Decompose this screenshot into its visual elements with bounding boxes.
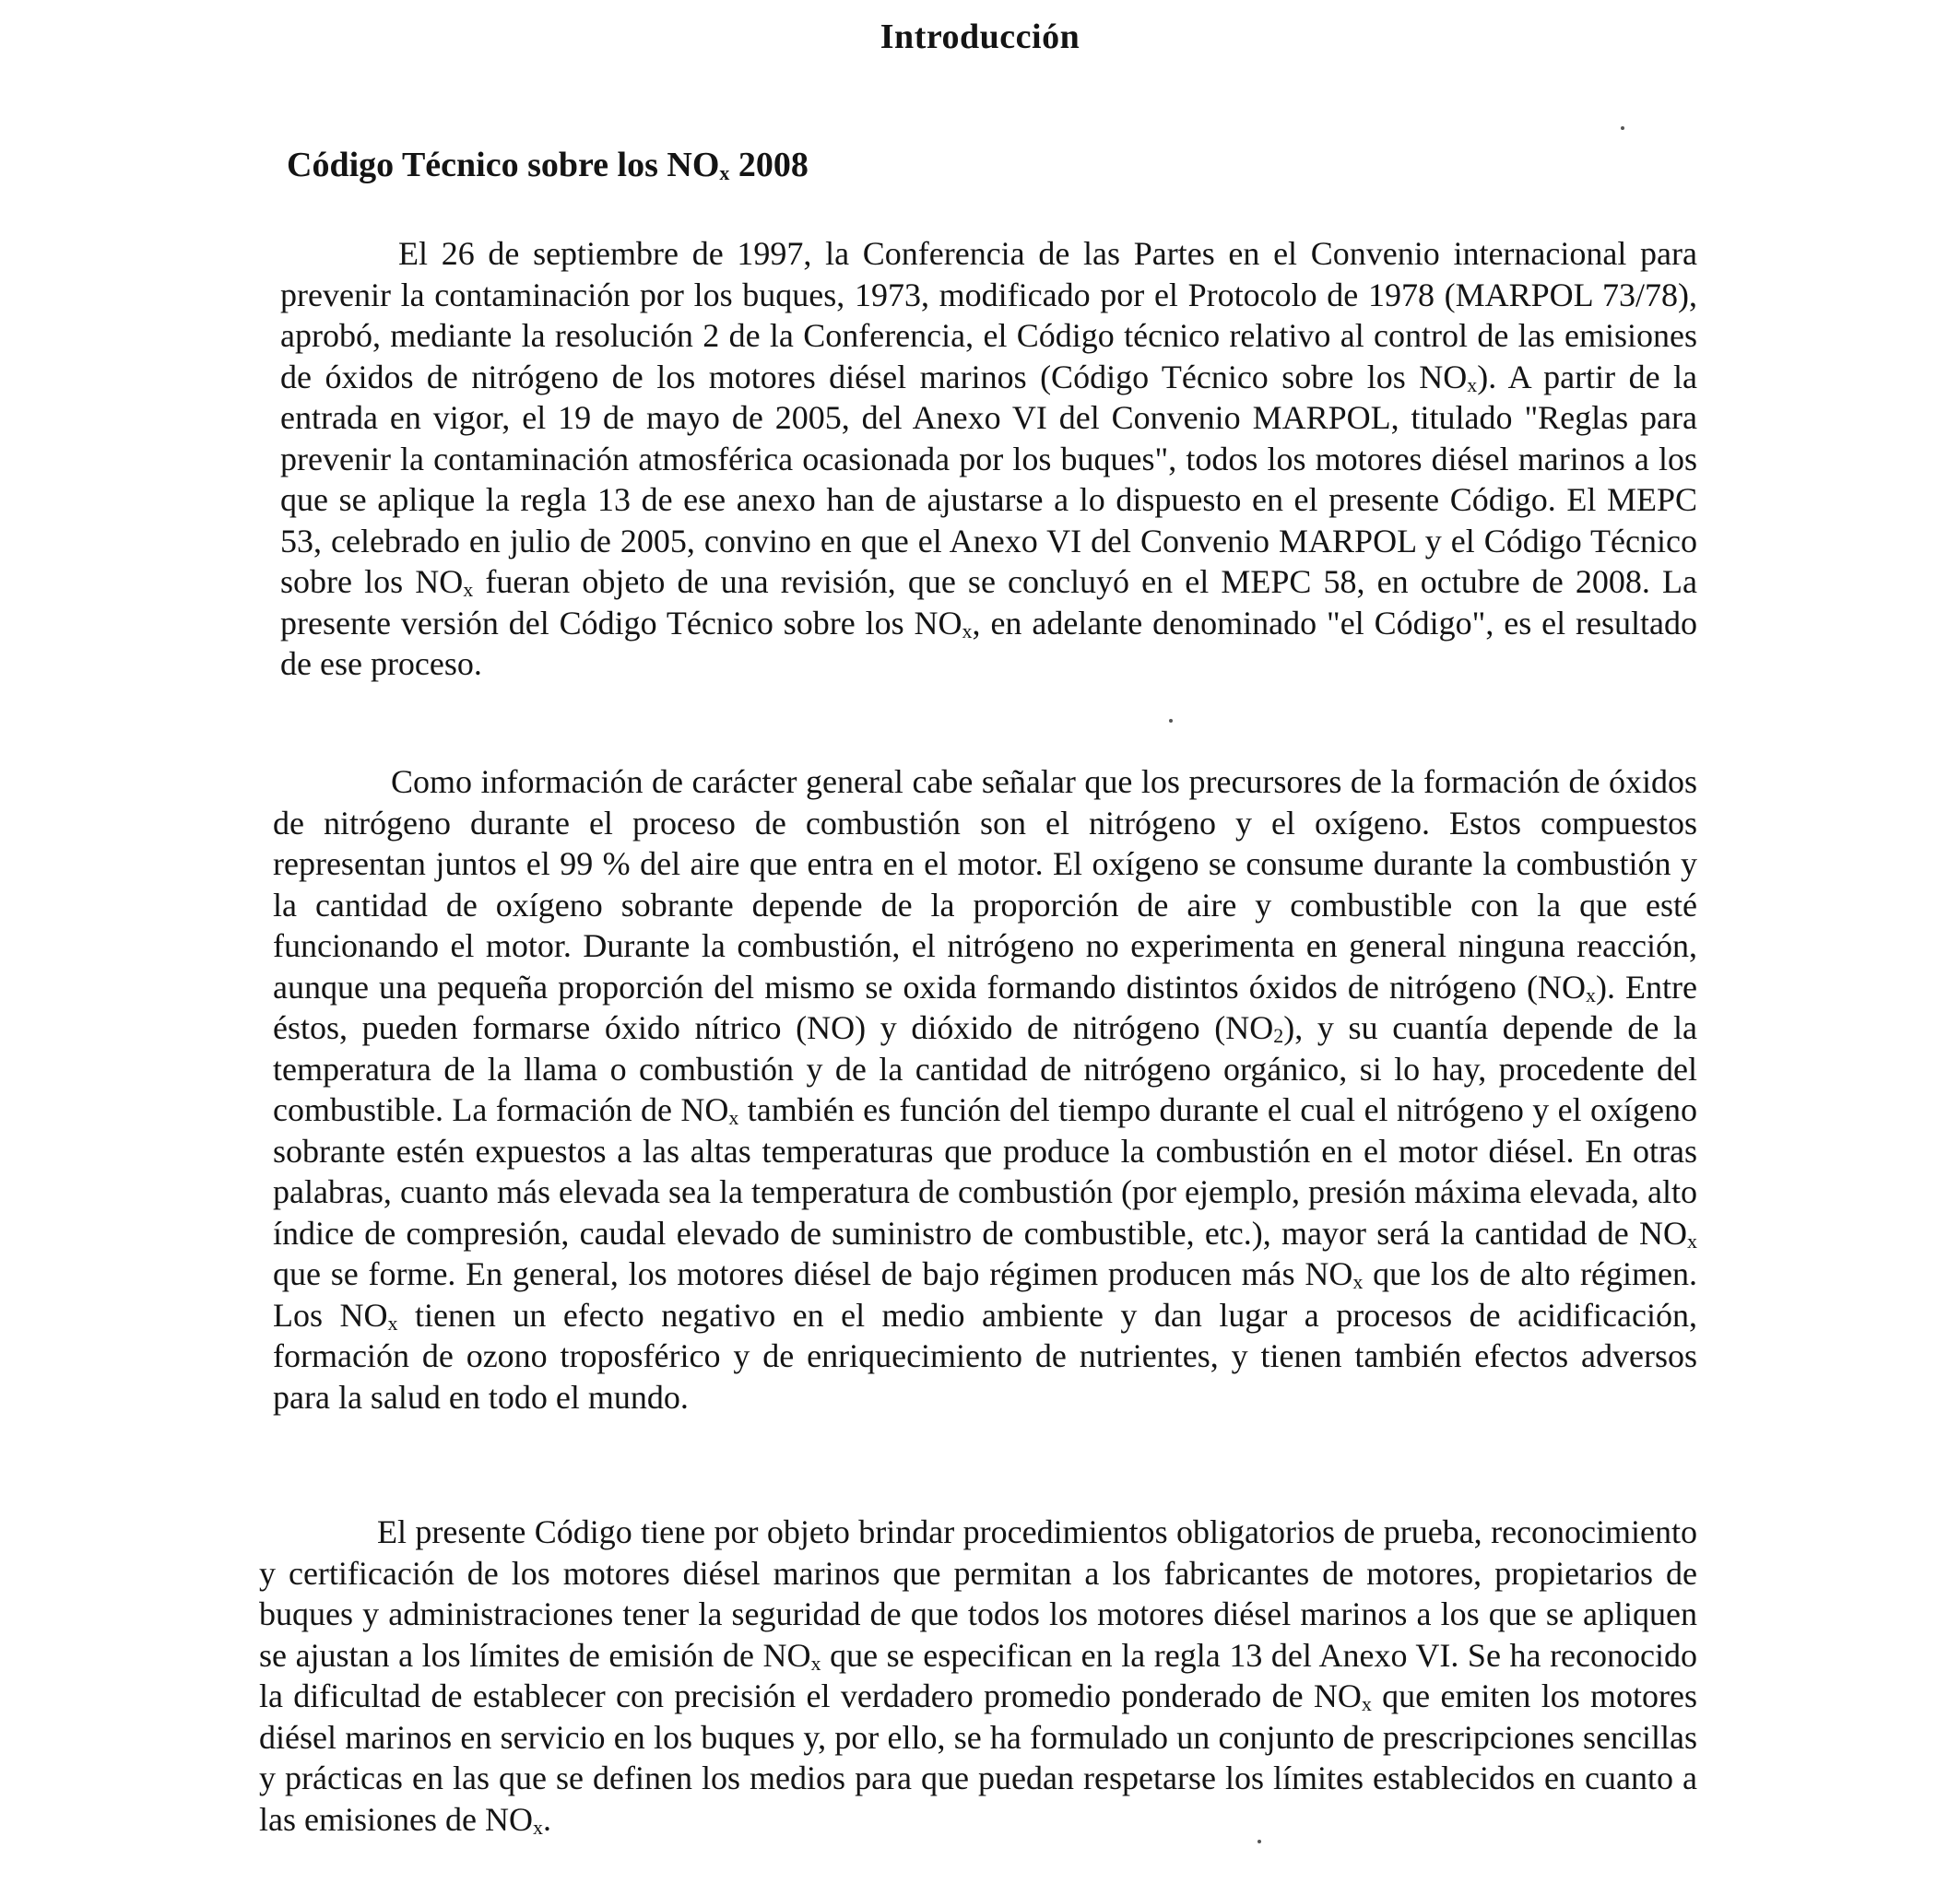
subscript: 2 bbox=[1273, 1024, 1284, 1047]
subscript: x bbox=[387, 1311, 398, 1335]
section-heading-subscript: x bbox=[719, 161, 730, 184]
paragraph-2 bbox=[273, 761, 1697, 1418]
text-run: El presente Código tiene por objeto brindar procedimientos obligatorios de prueba, reconocimiento y certificación de los motores diésel marinos que permitan a los fabricantes de motores, propietarios de buques y administraciones tener la seguridad de que todos los motores diésel marinos a los que se apliquen se ajustan a los límites de emisión de NO bbox=[259, 1513, 1697, 1674]
text-run: . bbox=[542, 1800, 551, 1838]
text-run: también es función del tiempo durante el cual el nitrógeno y el oxígeno sobrante estén expuestos a las altas temperaturas que produce la combustión en el motor diésel. En otras palabras, cuanto más elevada sea la temperatura de combustión (por ejemplo, presión máxima elevada, alto índice de compresión, caudal elevado de suministro de combustible, etc.), mayor será la cantidad de NO bbox=[273, 1091, 1697, 1252]
subscript: x bbox=[962, 618, 973, 642]
text-run: El 26 de septiembre de 1997, la Conferencia de las Partes en el Convenio internacional para prevenir la contaminación por los buques, 1973, modificado por el Protocolo de 1978 (MARPOL 73/78), aprobó, mediante la resolución 2 de la Conferencia, el Código técnico relativo al control de las emisiones de óxidos de nitrógeno de los motores diésel marinos (Código Técnico sobre los NO bbox=[280, 235, 1697, 395]
text-run: fueran objeto de una revisión, que se concluyó en el MEPC 58, en octubre de 2008. La presente versión del Código Técnico sobre los NO bbox=[280, 563, 1697, 641]
section-heading-text: Código Técnico sobre los NO bbox=[287, 146, 720, 184]
subscript: x bbox=[1352, 1270, 1364, 1293]
text-run: , en adelante denominado "el Código", es el resultado de ese proceso. bbox=[280, 604, 1698, 682]
text-run: tienen un efecto negativo en el medio ambiente y dan lugar a procesos de acidificación, formación de ozono troposférico y de enriquecimiento de nutrientes, y tienen también efectos adversos para la salud en todo el mundo. bbox=[273, 1296, 1697, 1416]
subscript: x bbox=[728, 1106, 739, 1129]
subscript: x bbox=[1687, 1229, 1697, 1253]
paragraph-1 bbox=[280, 233, 1697, 685]
text-run: ). A partir de la entrada en vigor, el 19 de mayo de 2005, del Anexo VI del Convenio MARPOL, titulado "Reglas para prevenir la contaminación atmosférica ocasionada por los buques", todos los motores diésel marinos a los que se aplique la regla 13 de ese anexo han de ajustarse a lo dispuesto en el presente Código. El MEPC 53, celebrado en julio de 2005, convino en que el Anexo VI del Convenio MARPOL y el Código Técnico sobre los NO bbox=[280, 358, 1698, 600]
text-run: que emiten los motores diésel marinos en servicio en los buques y, por ello, se ha formulado un conjunto de prescripciones sencillas y prácticas en las que se definen los medios para que puedan respetarse los límites establecidos en cuanto a las emisiones de NO bbox=[259, 1677, 1698, 1838]
scan-speck bbox=[1257, 1840, 1261, 1843]
section-heading-year: 2008 bbox=[729, 146, 809, 184]
subscript: x bbox=[1467, 372, 1478, 396]
text-run: que se forme. En general, los motores diésel de bajo régimen producen más NO bbox=[273, 1255, 1353, 1292]
scan-speck bbox=[1621, 126, 1624, 130]
paragraph-3 bbox=[259, 1512, 1697, 1840]
subscript: x bbox=[463, 578, 474, 601]
text-run: que se especifican en la regla 13 del Anexo VI. Se ha reconocido la dificultad de establecer con precisión el verdadero promedio ponderado de NO bbox=[259, 1636, 1697, 1714]
text-run: ). Entre éstos, pueden formarse óxido nítrico (NO) y dióxido de nitrógeno (NO bbox=[273, 968, 1697, 1046]
section-heading bbox=[287, 145, 809, 185]
subscript: x bbox=[1361, 1692, 1372, 1715]
subscript: x bbox=[532, 1815, 543, 1839]
text-run: que los de alto régimen. Los NO bbox=[273, 1255, 1697, 1334]
text-run: ), y su cuantía depende de la temperatura de la llama o combustión y de la cantidad de nitrógeno orgánico, si lo hay, procedente del combustible. La formación de NO bbox=[273, 1009, 1697, 1128]
subscript: x bbox=[1585, 983, 1596, 1006]
text-run: Como información de carácter general cabe señalar que los precursores de la formación de óxidos de nitrógeno durante el proceso de combustión son el nitrógeno y el oxígeno. Estos compuestos representan juntos el 99 % del aire que entra en el motor. El oxígeno se consume durante la combustión y la cantidad de oxígeno sobrante depende de la proporción de aire y combustible con la que esté funcionando el motor. Durante la combustión, el nitrógeno no experimenta en general ninguna reacción, aunque una pequeña proporción del mismo se oxida formando distintos óxidos de nitrógeno (NO bbox=[273, 763, 1697, 1006]
subscript: x bbox=[810, 1651, 821, 1675]
document-title: Introducción bbox=[880, 18, 1080, 56]
scan-speck bbox=[1169, 719, 1173, 723]
